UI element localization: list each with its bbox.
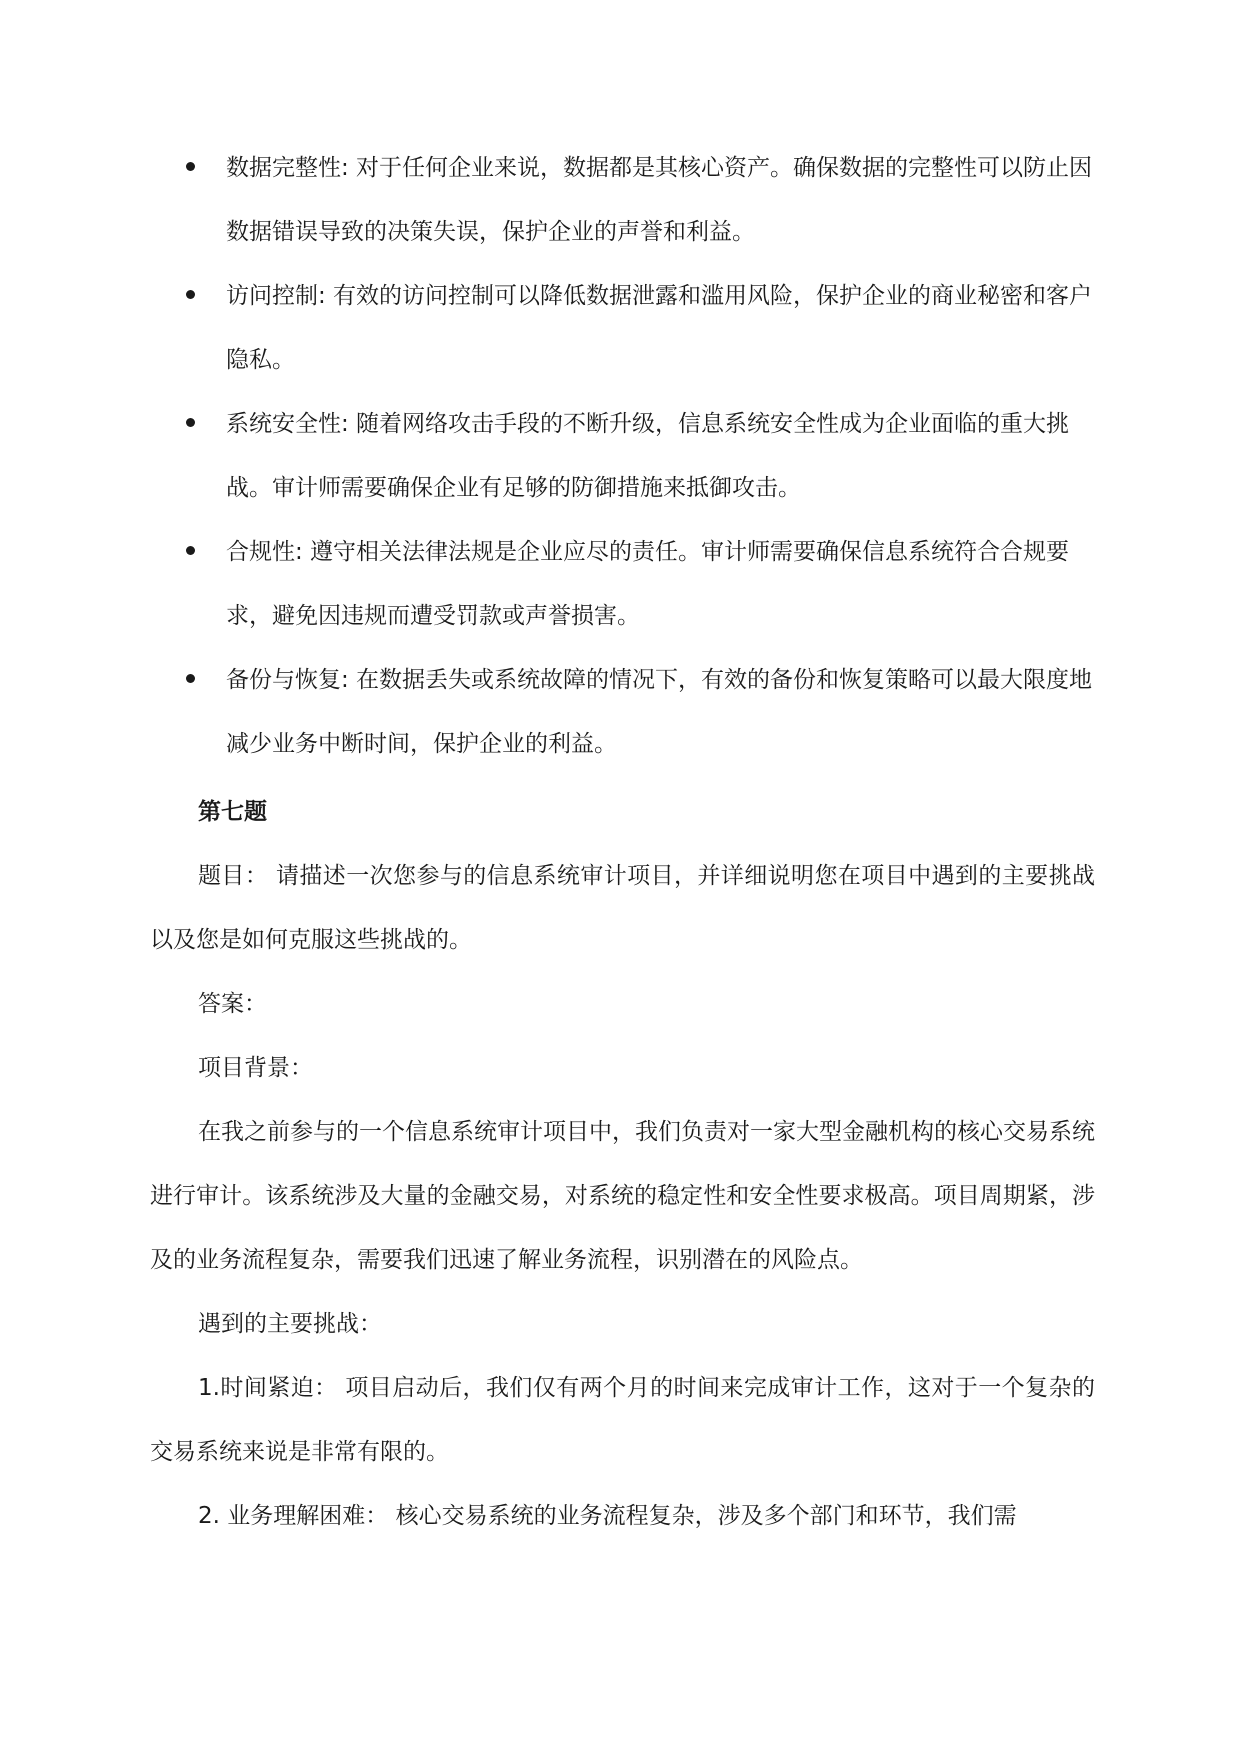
bullet-term: 合规性: (226, 539, 303, 565)
bullet-text: 随着网络攻击手段的不断升级，信息系统安全性成为企业面临的重大挑战。审计师需要确保企业有足够的防御措施来抵御攻击。 (226, 411, 1070, 501)
bullet-item-compliance (150, 520, 1095, 648)
challenge-2-paragraph: 2. 业务理解困难： 核心交易系统的业务流程复杂，涉及多个部门和环节，我们需 (198, 1503, 1017, 1529)
challenge-1-paragraph: 1.时间紧迫： 项目启动后，我们仅有两个月的时间来完成审计工作，这对于一个复杂的交易系统来说是非常有限的。 (150, 1375, 1095, 1465)
project-background-paragraph: 在我之前参与的一个信息系统审计项目中，我们负责对一家大型金融机构的核心交易系统进行审计。该系统涉及大量的金融交易，对系统的稳定性和安全性要求极高。项目周期紧，涉及的业务流程复杂，需要我们迅速了解业务流程，识别潜在的风险点。 (150, 1119, 1095, 1273)
bullet-item-backup-recovery (150, 648, 1095, 776)
bullet-text: 有效的访问控制可以降低数据泄露和滥用风险，保护企业的商业秘密和客户隐私。 (226, 283, 1093, 373)
importance-bullet-list (150, 136, 1095, 776)
section-body (150, 844, 1095, 1548)
answer-label: 答案： (198, 991, 267, 1017)
bullet-item-data-integrity (150, 136, 1095, 264)
bullet-dot-icon (186, 162, 195, 171)
bullet-item-access-control (150, 264, 1095, 392)
bullet-term: 数据完整性: (226, 155, 349, 181)
challenges-label: 遇到的主要挑战： (198, 1311, 382, 1337)
bullet-term: 访问控制: (226, 283, 326, 309)
bullet-term: 系统安全性: (226, 411, 349, 437)
bullet-text: 对于任何企业来说，数据都是其核心资产。确保数据的完整性可以防止因数据错误导致的决策失误，保护企业的声誉和利益。 (226, 155, 1093, 245)
bullet-text: 在数据丢失或系统故障的情况下，有效的备份和恢复策略可以最大限度地减少业务中断时间，保护企业的利益。 (226, 667, 1093, 757)
section-heading: 第七题 (198, 799, 267, 825)
bullet-text: 遵守相关法律法规是企业应尽的责任。审计师需要确保信息系统符合合规要求，避免因违规而遭受罚款或声誉损害。 (226, 539, 1070, 629)
bullet-dot-icon (186, 674, 195, 683)
bullet-dot-icon (186, 290, 195, 299)
bullet-dot-icon (186, 546, 195, 555)
bullet-item-system-security (150, 392, 1095, 520)
bullet-dot-icon (186, 418, 195, 427)
project-background-label: 项目背景： (198, 1055, 313, 1081)
question-paragraph: 题目： 请描述一次您参与的信息系统审计项目，并详细说明您在项目中遇到的主要挑战以及您是如何克服这些挑战的。 (150, 863, 1095, 953)
bullet-term: 备份与恢复: (226, 667, 349, 693)
